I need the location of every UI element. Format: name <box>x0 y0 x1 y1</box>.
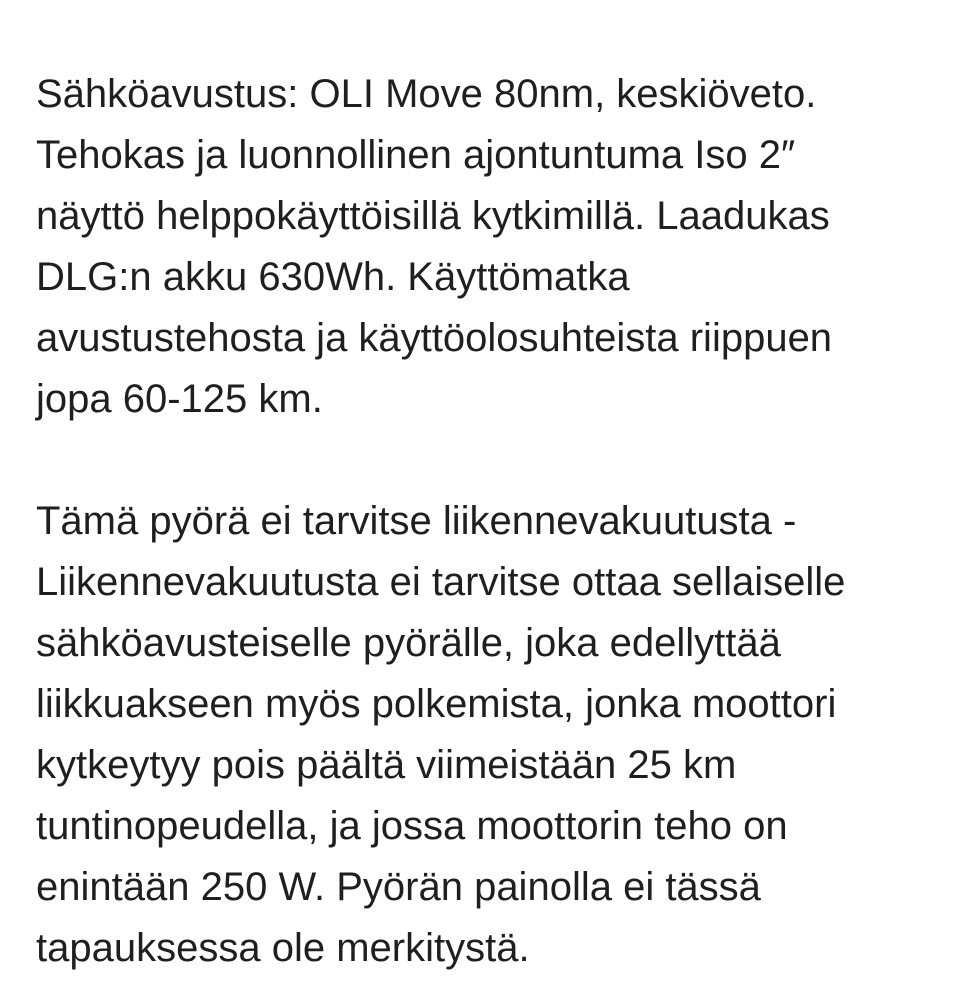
text-line: sähköavusteiselle pyörälle, joka edellyttää <box>36 621 781 665</box>
text-line: Tehokas ja luonnollinen ajontuntuma Iso 2″ <box>36 133 796 177</box>
text-line: Liikennevakuutusta ei tarvitse ottaa sellaiselle <box>36 560 846 604</box>
text-line: Tämä pyörä ei tarvitse liikennevakuutusta - <box>36 499 797 543</box>
text-line: tuntinopeudella, ja jossa moottorin teho on <box>36 804 788 848</box>
product-description <box>36 64 936 979</box>
motor-description-paragraph <box>36 64 936 430</box>
text-line: enintään 250 W. Pyörän painolla ei tässä <box>36 865 761 909</box>
text-line: avustustehosta ja käyttöolosuhteista riippuen <box>36 316 833 360</box>
text-line: tapauksessa ole merkitystä. <box>36 926 530 970</box>
text-line: DLG:n akku 630Wh. Käyttömatka <box>36 255 630 299</box>
text-line: kytkeytyy pois päältä viimeistään 25 km <box>36 743 737 787</box>
text-line: näyttö helppokäyttöisillä kytkimillä. Laadukas <box>36 194 830 238</box>
insurance-info-paragraph <box>36 491 936 979</box>
text-line: liikkuakseen myös polkemista, jonka moottori <box>36 682 837 726</box>
text-line: jopa 60-125 km. <box>36 377 323 421</box>
text-line: Sähköavustus: OLI Move 80nm, keskiöveto. <box>36 72 817 116</box>
